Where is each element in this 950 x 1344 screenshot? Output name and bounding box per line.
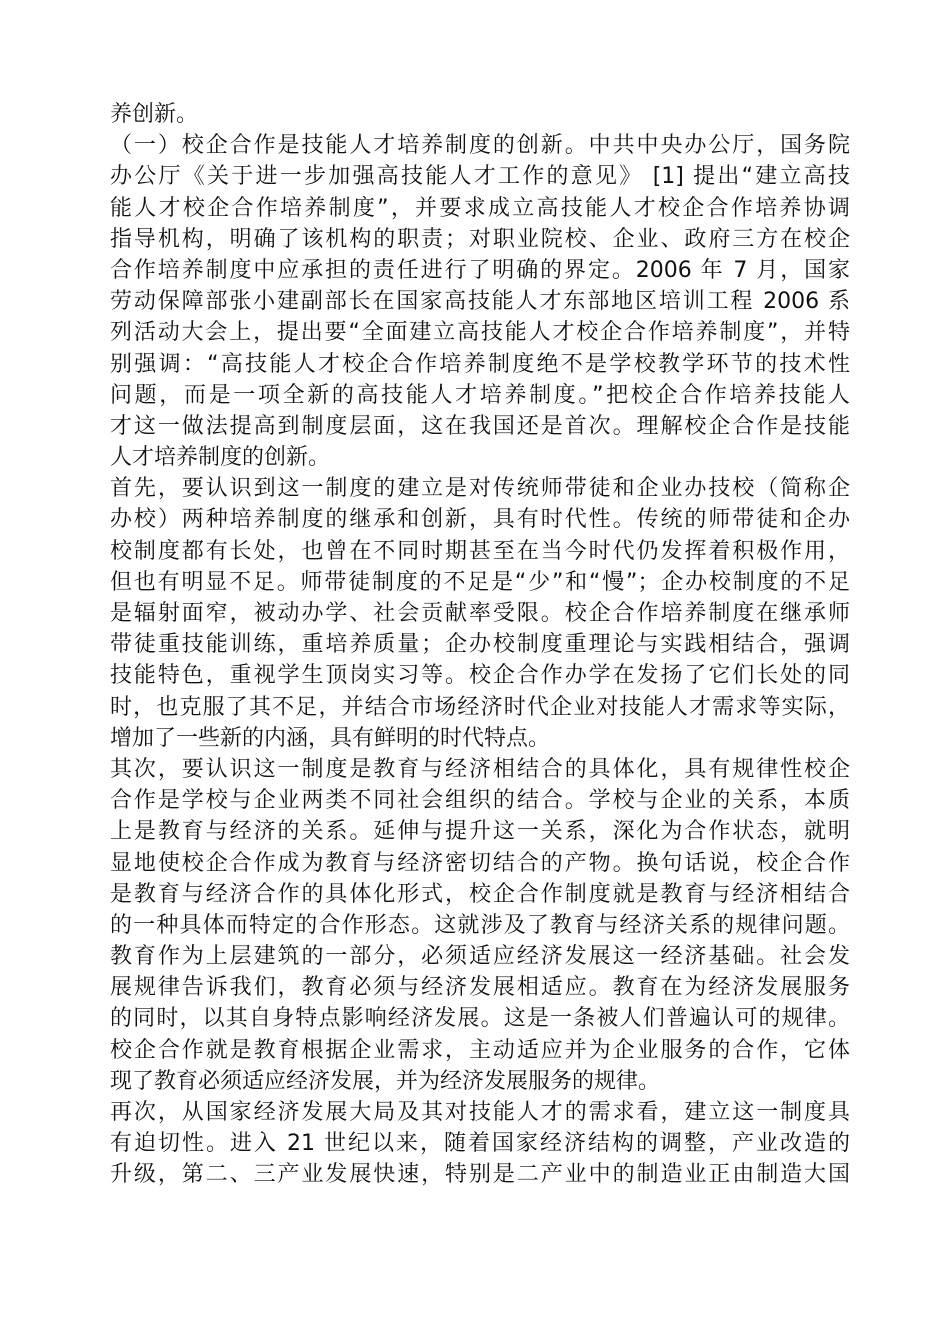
text-line: 上是教育与经济的关系。延伸与提升这一关系，深化为合作状态，就明 — [110, 819, 850, 845]
text-line: 带徒重技能训练，重培养质量；企办校制度重理论与实践相结合，强调 — [110, 632, 850, 658]
text-line: 是教育与经济合作的具体化形式，校企合作制度就是教育与经济相结合 — [110, 881, 850, 907]
text-line: 劳动保障部张小建副部长在国家高技能人才东部地区培训工程 2006 系 — [110, 289, 850, 315]
text-line: 显地使校企合作成为教育与经济密切结合的产物。换句话说，校企合作 — [110, 850, 850, 876]
document-body — [110, 99, 850, 1191]
text-line: 办校）两种培养制度的继承和创新，具有时代性。传统的师带徒和企办 — [110, 507, 850, 533]
text-line: 时，也克服了其不足，并结合市场经济时代企业对技能人才需求等实际， — [110, 694, 850, 720]
text-line: 列活动大会上，提出要“全面建立高技能人才校企合作培养制度”，并特 — [110, 320, 850, 346]
text-line: 校制度都有长处，也曾在不同时期甚至在当今时代仍发挥着积极作用， — [110, 538, 850, 564]
text-line: 现了教育必须适应经济发展，并为经济发展服务的规律。 — [110, 1068, 661, 1094]
text-line: 校企合作就是教育根据企业需求，主动适应并为企业服务的合作，它体 — [110, 1037, 850, 1063]
text-line: 人才培养制度的创新。 — [110, 445, 331, 471]
text-line: 其次，要认识这一制度是教育与经济相结合的具体化，具有规律性校企 — [110, 756, 850, 782]
text-line: 升级，第二、三产业发展快速，特别是二产业中的制造业正由制造大国 — [110, 1162, 850, 1188]
text-line: 增加了一些新的内涵，具有鲜明的时代特点。 — [110, 725, 551, 751]
text-line: 合作培养制度中应承担的责任进行了明确的界定。2006 年 7 月，国家 — [110, 257, 850, 283]
text-line: 首先，要认识到这一制度的建立是对传统师带徒和企业办技校（简称企 — [110, 476, 850, 502]
text-line: 但也有明显不足。师带徒制度的不足是“少”和“慢”；企办校制度的不足 — [110, 569, 850, 595]
text-line: （一）校企合作是技能人才培养制度的创新。中共中央办公厅，国务院 — [110, 133, 850, 159]
text-line: 别强调：“高技能人才校企合作培养制度绝不是学校教学环节的技术性 — [110, 351, 850, 377]
text-line: 指导机构，明确了该机构的职责；对职业院校、企业、政府三方在校企 — [110, 226, 850, 252]
text-line: 是辐射面窄，被动办学、社会贡献率受限。校企合作培养制度在继承师 — [110, 601, 850, 626]
text-line: 展规律告诉我们，教育必须与经济发展相适应。教育在为经济发展服务 — [110, 975, 850, 1001]
text-line: 合作是学校与企业两类不同社会组织的结合。学校与企业的关系，本质 — [110, 788, 850, 814]
text-line: 养创新。 — [110, 102, 199, 127]
text-line: 技能特色，重视学生顶岗实习等。校企合作办学在发扬了它们长处的同 — [110, 663, 850, 689]
text-line: 有迫切性。进入 21 世纪以来，随着国家经济结构的调整，产业改造的 — [110, 1131, 850, 1157]
text-line: 的同时，以其自身特点影响经济发展。这是一条被人们普遍认可的规律。 — [110, 1006, 850, 1032]
text-line: 才这一做法提高到制度层面，这在我国还是首次。理解校企合作是技能 — [110, 413, 850, 439]
text-line: 能人才校企合作培养制度”，并要求成立高技能人才校企合作培养协调 — [110, 195, 850, 221]
text-line: 教育作为上层建筑的一部分，必须适应经济发展这一经济基础。社会发 — [110, 944, 850, 970]
text-line: 再次，从国家经济发展大局及其对技能人才的需求看，建立这一制度具 — [110, 1100, 850, 1125]
text-line: 的一种具体而特定的合作形态。这就涉及了教育与经济关系的规律问题。 — [110, 912, 850, 938]
text-line: 问题，而是一项全新的高技能人才培养制度。”把校企合作培养技能人 — [110, 382, 850, 408]
text-line: 办公厅《关于进一步加强高技能人才工作的意见》 [1] 提出“建立高技 — [110, 164, 850, 190]
